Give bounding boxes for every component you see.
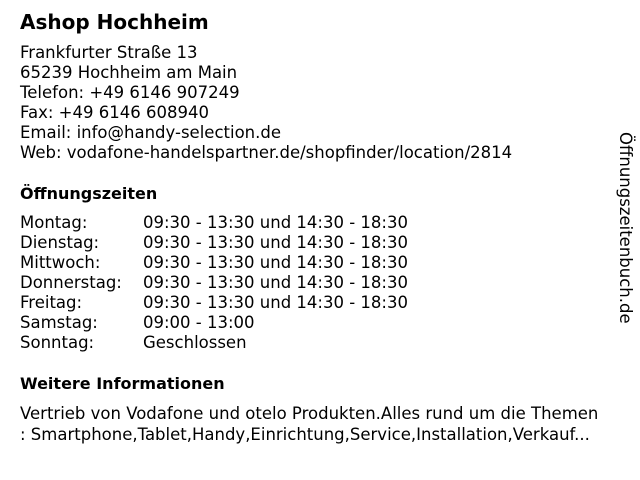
time-value: 09:30 - 13:30 und 14:30 - 18:30: [143, 253, 408, 272]
hours-row: [20, 293, 408, 313]
hours-row: [20, 333, 408, 353]
time-value: 09:30 - 13:30 und 14:30 - 18:30: [143, 233, 408, 252]
opening-hours-table: [20, 213, 408, 353]
web-line: Web: vodafone-handelspartner.de/shopfinder/location/2814: [20, 143, 513, 162]
time-value: Geschlossen: [143, 333, 247, 352]
hours-row: [20, 233, 408, 253]
shop-name: Ashop Hochheim: [20, 10, 209, 34]
sidebar-brand-label: Öffnungszeitenbuch.de: [616, 132, 635, 324]
day-label: Dienstag:: [20, 233, 100, 252]
time-value: 09:30 - 13:30 und 14:30 - 18:30: [143, 293, 408, 312]
fax-line: Fax: +49 6146 608940: [20, 103, 209, 122]
day-label: Freitag:: [20, 293, 83, 312]
email-line: Email: info@handy-selection.de: [20, 123, 281, 142]
phone-line: Telefon: +49 6146 907249: [20, 83, 240, 102]
hours-row: [20, 313, 408, 333]
more-info-text: [20, 404, 632, 445]
time-value: 09:00 - 13:00: [143, 313, 255, 332]
hours-row: [20, 273, 408, 293]
day-label: Donnerstag:: [20, 273, 122, 292]
time-value: 09:30 - 13:30 und 14:30 - 18:30: [143, 273, 408, 292]
opening-hours-heading: Öffnungszeiten: [20, 184, 158, 203]
day-label: Samstag:: [20, 313, 98, 332]
more-info-heading: Weitere Informationen: [20, 374, 225, 393]
info-line: Vertrieb von Vodafone und otelo Produkten.Alles rund um die Themen: [20, 404, 599, 423]
day-label: Montag:: [20, 213, 88, 232]
day-label: Mittwoch:: [20, 253, 101, 272]
time-value: 09:30 - 13:30 und 14:30 - 18:30: [143, 213, 408, 232]
info-line: : Smartphone,Tablet,Handy,Einrichtung,Service,Installation,Verkauf...: [20, 424, 590, 444]
day-label: Sonntag:: [20, 333, 95, 352]
hours-row: [20, 253, 408, 273]
hours-row: [20, 213, 408, 233]
address-block: [20, 43, 512, 163]
street-line: Frankfurter Straße 13: [20, 43, 198, 62]
city-line: 65239 Hochheim am Main: [20, 63, 238, 82]
